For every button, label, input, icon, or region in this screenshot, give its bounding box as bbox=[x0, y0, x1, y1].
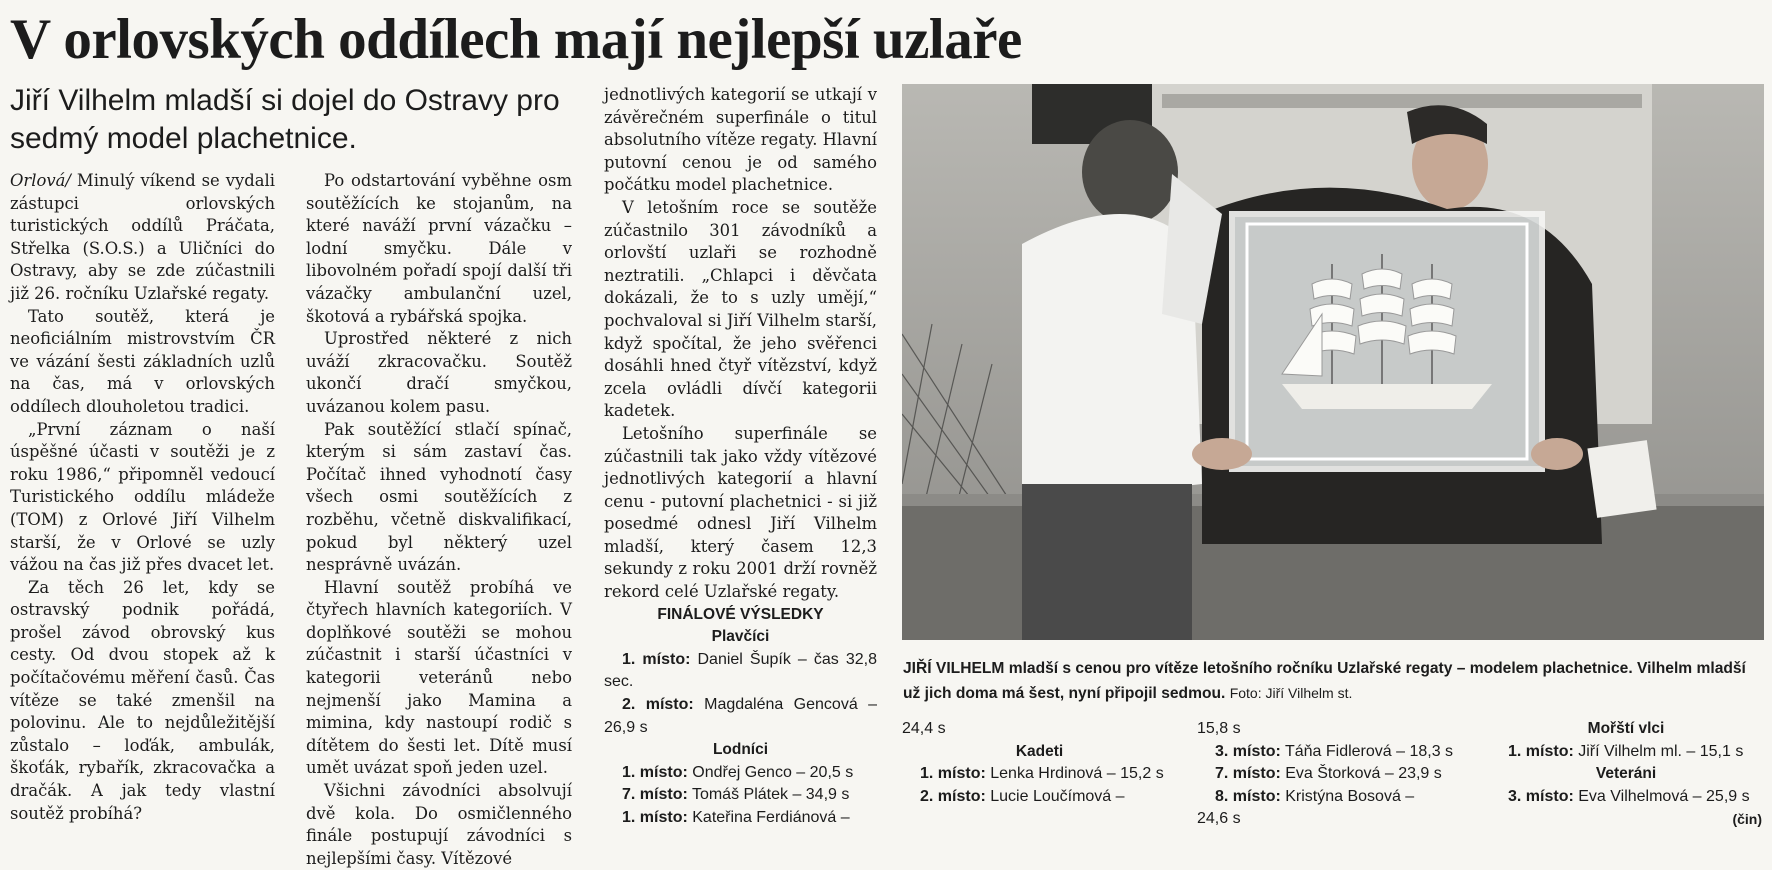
paragraph: Letošního superfinále se zúčastnili tak jako vždy vítězové jednotlivých kategorií a hlavní cenu - putovní plachetnici - si již posedmé odnesl Jiří Vilhelm mladší, který časem 12,3 sekundy z roku 2001 drží rovněž rekord celé Uzlařské regaty. bbox=[604, 423, 877, 602]
result-line: 1. místo: Jiří Vilhelm ml. – 15,1 s bbox=[1508, 742, 1744, 760]
results-column-3 bbox=[1490, 718, 1762, 831]
dateline: Orlová/ bbox=[10, 171, 71, 190]
paragraph: Uprostřed některé z nich uváží zkracovačku. Soutěž ukončí dračí smyčkou, uvázanou kolem pasu. bbox=[306, 329, 572, 416]
result-line: 2. místo: Lucie Loučímová – bbox=[920, 787, 1125, 805]
result-line: 8. místo: Kristýna Bosová – bbox=[1215, 787, 1415, 805]
paragraph: V letošním roce se soutěže zúčastnilo 301 závodníků a orlovští uzlaři se rozhodně neztratili. „Chlapci i děvčata dokázali, že to s uzly umějí,“ pochvaloval si Jiří Vilhelm starší, když spočítal, že jeho svěřenci dosáhli hned čtyř vítězství, když zcela ovládli dívčí kategorii kadetek. bbox=[604, 197, 877, 421]
paragraph: Po odstartování vyběhne osm soutěžících ke stojanům, na které naváží první vázačku – lodní smyčku. Dále v libovolném pořadí spojí další tři vázačky ambulanční uzel, škotová a rybářská spojka. bbox=[306, 171, 572, 326]
photo-caption bbox=[903, 657, 1765, 706]
result-line: 1. místo: Kateřina Ferdiánová – bbox=[622, 809, 850, 826]
result-line: 7. místo: Eva Štorková – 23,9 s bbox=[1215, 765, 1442, 783]
paragraph bbox=[10, 170, 275, 306]
results-column-2 bbox=[1197, 718, 1471, 831]
result-line: 3. místo: Eva Vilhelmová – 25,9 s bbox=[1508, 787, 1750, 805]
article-subtitle: Jiří Vilhelm mladší si dojel do Ostravy pro sedmý model plachetnice. bbox=[10, 84, 560, 155]
results-title: FINÁLOVÉ VÝSLEDKY bbox=[657, 605, 824, 623]
paragraph: Tato soutěž, která je neoficiálním mistrovstvím ČR ve vázání šesti základních uzlů na čas, má v orlovských oddílech dlouholetou tradici. bbox=[10, 306, 275, 416]
article-column-2 bbox=[306, 170, 572, 870]
article-column-1 bbox=[10, 170, 275, 825]
category-heading: Mořští vlci bbox=[1587, 720, 1665, 737]
result-line: 7. místo: Tomáš Plátek – 34,9 s bbox=[622, 786, 850, 804]
category-heading: Plavčíci bbox=[711, 628, 770, 646]
paragraph: „První záznam o naší úspěšné účasti v soutěži je z roku 1986,“ připomněl vedoucí Turistického oddílu mládeže (TOM) z Orlové Jiří Vilhelm starší, že v Orlové se uzly vážou na čas již přes dvacet let. bbox=[10, 419, 275, 575]
category-heading: Lodníci bbox=[712, 741, 769, 759]
paragraph: jednotlivých kategorií se utkají v závěrečném superfinále o titul absolutního vítěze regaty. Hlavní putovní cenou je od samého počátku model plachetnice. bbox=[604, 85, 877, 195]
paragraph: Pak soutěžící stlačí spínač, kterým si sám zastaví čas. Počítač ihned vyhodnotí časy všech osmi soutěžících z rozběhu, včetně diskvalifikací, pokud byl některý uzel nesprávně uvázán. bbox=[306, 419, 572, 575]
photo-illustration bbox=[902, 84, 1764, 640]
result-line: 1. místo: Lenka Hrdinová – 15,2 s bbox=[920, 765, 1164, 783]
paragraph: Hlavní soutěž probíhá ve čtyřech hlavních kategoriích. V doplňkové soutěži se mohou zúčastnit i starší účastníci v kategorii veteránů nebo nejmenší jako Mamina a mimina, kdy nastoupí rodič s dítětem do šesti let. Dítě musí umět uvázat spoň jeden uzel. bbox=[306, 577, 572, 778]
result-continuation: 24,4 s bbox=[902, 720, 946, 737]
paragraph-text: Minulý víkend se vydali zástupci orlovských turistických oddílů Práčata, Střelka (S.O.S.) a Uličníci do Ostravy, aby se zde zúčastnili již 26. ročníku Uzlařské regaty. bbox=[10, 171, 275, 303]
paragraph: Za těch 26 let, kdy se ostravský podnik pořádá, prošel závod obrovský kus cesty. Od dvou stopek až k počítačovému měření časů. Čas vítěze se také zmenšil na polovinu. Ale to nejdůležitější zůstalo – loďák, ambulák, škoťák, rybařík, zkracovačka a dračák. A jak tedy vlastní soutěž probíhá? bbox=[10, 577, 275, 823]
results-box bbox=[604, 604, 877, 830]
category-heading: Kadeti bbox=[1015, 742, 1064, 760]
category-heading: Veteráni bbox=[1595, 765, 1657, 783]
result-line: 2. místo: Magdaléna Gencová – 26,9 s bbox=[604, 696, 877, 736]
result-continuation: 24,6 s bbox=[1197, 810, 1241, 828]
author-signature: (čin) bbox=[1732, 811, 1762, 828]
result-continuation: 15,8 s bbox=[1197, 720, 1241, 737]
result-line: 1. místo: Ondřej Genco – 20,5 s bbox=[622, 763, 854, 781]
paragraph: Všichni závodníci absolvují dvě kola. Do osmičlenného finále postupují závodníci s nejlepšími časy. Vítězové bbox=[306, 781, 572, 868]
article-headline: V orlovských oddílech mají nejlepší uzlaře bbox=[10, 8, 1022, 71]
article-column-3 bbox=[604, 84, 877, 830]
article-photo bbox=[902, 84, 1764, 640]
result-line: 3. místo: Táňa Fidlerová – 18,3 s bbox=[1215, 742, 1454, 760]
results-column-1 bbox=[902, 718, 1177, 808]
photo-credit: Foto: Jiří Vilhelm st. bbox=[1229, 685, 1353, 701]
result-line: 1. místo: Daniel Šupík – čas 32,8 sec. bbox=[604, 650, 877, 691]
caption-text: JIŘÍ VILHELM mladší s cenou pro vítěze letošního ročníku Uzlařské regaty – modelem plachetnice. Vilhelm mladší už jich doma má šest, nyní připojil sedmou. bbox=[903, 660, 1746, 702]
